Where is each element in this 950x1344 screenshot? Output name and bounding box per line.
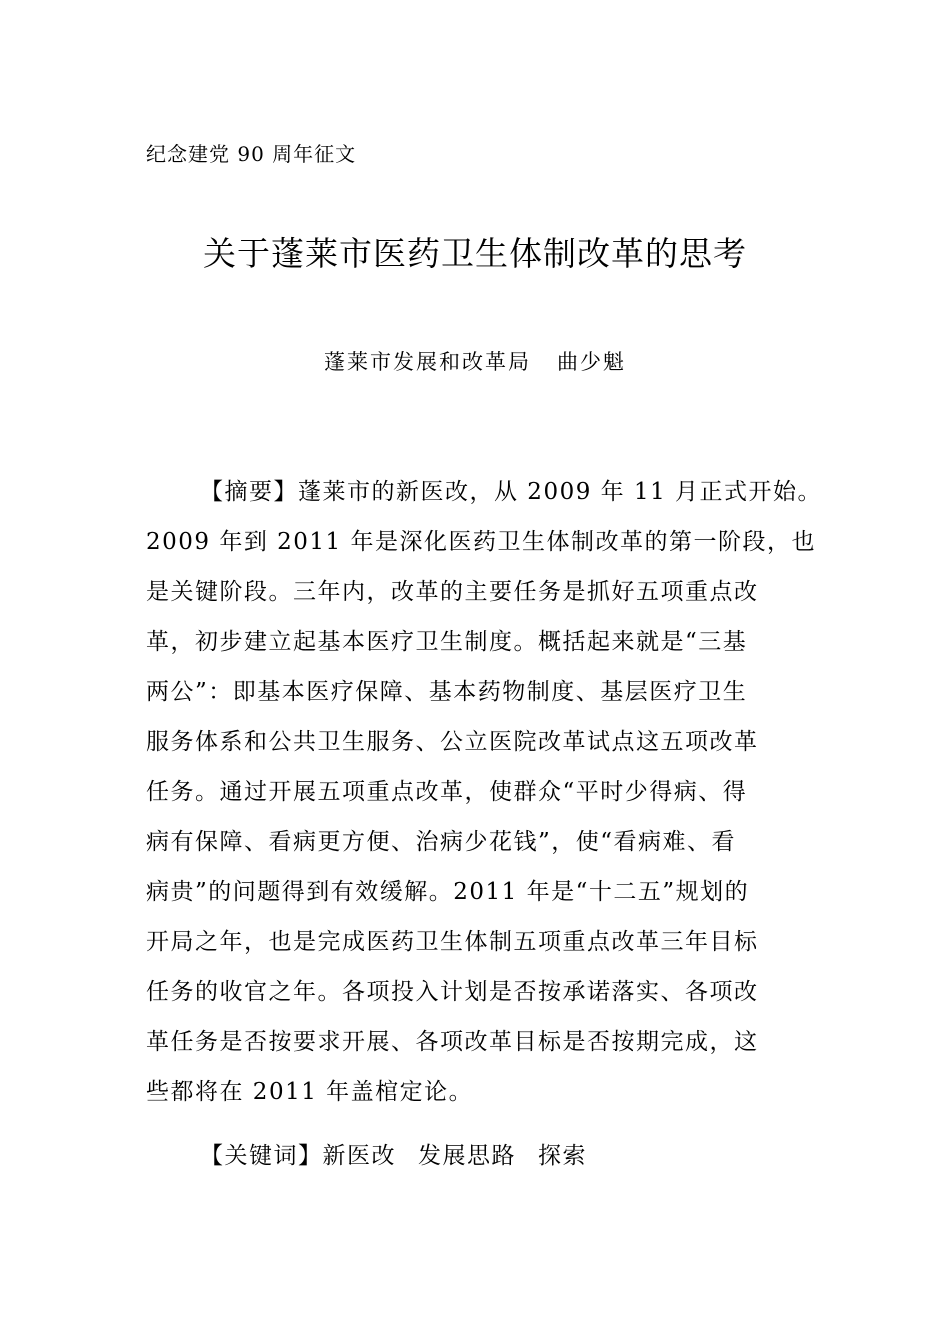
abstract-line: 革，初步建立起基本医疗卫生制度。概括起来就是“三基 — [146, 629, 748, 655]
abstract-line: 2009 年到 2011 年是深化医药卫生体制改革的第一阶段，也 — [146, 529, 816, 555]
abstract-line: 服务体系和公共卫生服务、公立医院改革试点这五项改革 — [146, 729, 759, 755]
byline-organization: 蓬莱市发展和改革局 — [324, 350, 531, 374]
abstract-line: 病贵”的问题得到有效缓解。2011 年是“十二五”规划的 — [146, 879, 750, 905]
abstract-line: 革任务是否按要求开展、各项改革目标是否按期完成，这 — [146, 1029, 759, 1055]
keyword-item: 发展思路 — [418, 1143, 516, 1169]
byline — [0, 346, 950, 376]
abstract-line: 是关键阶段。三年内，改革的主要任务是抓好五项重点改 — [146, 579, 759, 605]
keywords-label: 【关键词】 — [200, 1143, 323, 1169]
keyword-item: 探索 — [538, 1143, 587, 1169]
abstract-line: 两公”：即基本医疗保障、基本药物制度、基层医疗卫生 — [146, 679, 748, 705]
keywords — [200, 1137, 609, 1170]
abstract-line: 些都将在 2011 年盖棺定论。 — [146, 1079, 474, 1105]
byline-author: 曲少魁 — [557, 350, 626, 374]
abstract-paragraph — [146, 467, 823, 1117]
page-title: 关于蓬莱市医药卫生体制改革的思考 — [203, 234, 747, 273]
abstract-line: 任务。通过开展五项重点改革，使群众“平时少得病、得 — [146, 779, 748, 805]
abstract-line: 病有保障、看病更方便、治病少花钱”，使“看病难、看 — [146, 829, 737, 855]
abstract-line: 任务的收官之年。各项投入计划是否按承诺落实、各项改 — [146, 979, 759, 1005]
abstract-line: 【摘要】蓬莱市的新医改，从 2009 年 11 月正式开始。 — [200, 479, 823, 505]
abstract-line: 开局之年，也是完成医药卫生体制五项重点改革三年目标 — [146, 929, 759, 955]
keyword-item: 新医改 — [322, 1143, 396, 1169]
series-label: 纪念建党 90 周年征文 — [146, 142, 357, 166]
